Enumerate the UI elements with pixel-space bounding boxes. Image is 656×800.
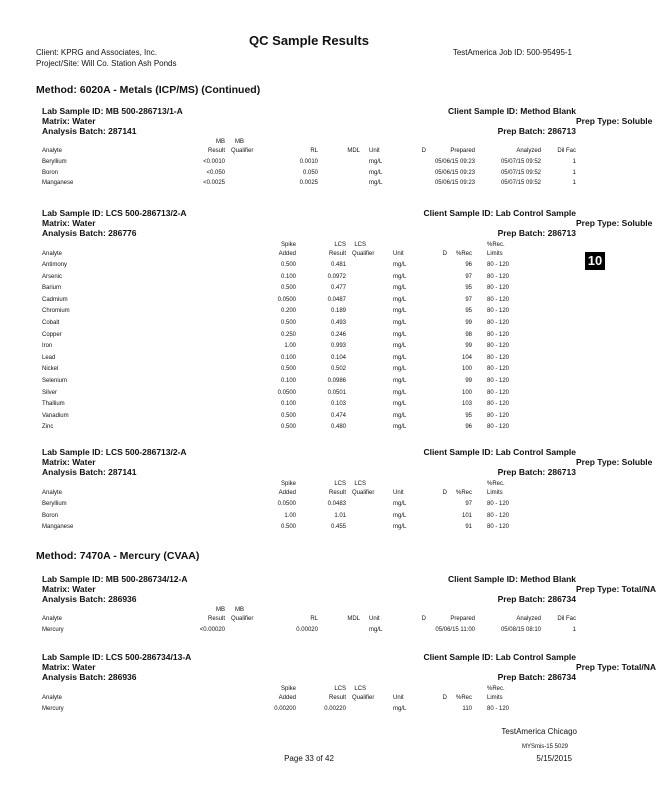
column-header-top: MB xyxy=(216,139,225,145)
table-cell: 0.500 xyxy=(280,524,296,531)
table-cell: 0.500 xyxy=(280,412,296,419)
matrix-label: Matrix: Water xyxy=(42,116,96,126)
lab-sample-id: Lab Sample ID: LCS 500-286713/2-A xyxy=(42,447,187,457)
table-cell: 80 - 120 xyxy=(487,331,510,338)
footer-code: MYSmis-15 5029 xyxy=(521,744,568,750)
table-cell: 103 xyxy=(461,401,472,408)
table-cell: 0.993 xyxy=(330,343,346,350)
column-header: Unit xyxy=(393,251,404,257)
analyte-name: Zinc xyxy=(42,424,54,431)
analyte-name: Silver xyxy=(42,389,58,396)
page-title: QC Sample Results xyxy=(249,33,369,48)
table-cell: 0.500 xyxy=(280,424,296,431)
table-cell: 91 xyxy=(465,524,472,531)
column-header: D xyxy=(421,148,426,154)
table-cell: 1.00 xyxy=(284,343,296,350)
table-cell: 0.500 xyxy=(280,262,296,268)
table-cell: 101 xyxy=(461,512,472,519)
prep-batch: Prep Batch: 286713 xyxy=(497,467,576,477)
column-header: Limits xyxy=(487,695,503,701)
column-header: Analyte xyxy=(42,695,63,701)
column-header: MDL xyxy=(347,148,360,154)
table-cell: 0.0500 xyxy=(277,501,296,507)
table-cell: 1.00 xyxy=(284,512,296,519)
analyte-name: Copper xyxy=(42,331,62,338)
table-cell: 99 xyxy=(465,378,472,384)
column-header: RL xyxy=(310,148,318,154)
column-header: Qualifier xyxy=(352,251,375,257)
prep-batch: Prep Batch: 286734 xyxy=(497,672,576,682)
table-cell: mg/L xyxy=(393,412,407,419)
table-cell: 0.474 xyxy=(330,412,346,419)
table-cell: 80 - 120 xyxy=(487,366,510,373)
analyte-name: Antimony xyxy=(42,262,68,268)
table-cell: 1 xyxy=(572,159,576,165)
table-cell: 100 xyxy=(461,389,472,396)
table-cell: <0.050 xyxy=(206,169,225,176)
prep-type: Prep Type: Soluble xyxy=(576,116,653,126)
section-tab: 10 xyxy=(585,252,605,270)
table-cell: 99 xyxy=(465,343,472,350)
client-sample-id: Client Sample ID: Lab Control Sample xyxy=(423,208,576,218)
table-cell: mg/L xyxy=(393,285,407,292)
table-cell: 80 - 120 xyxy=(487,308,510,315)
analyte-name: Cadmium xyxy=(42,296,68,303)
table-cell: 0.502 xyxy=(330,366,346,373)
table-cell: 0.500 xyxy=(280,320,296,326)
column-header-top: %Rec. xyxy=(487,242,505,248)
table-cell: 05/06/15 09:23 xyxy=(434,159,475,165)
column-header: Unit xyxy=(369,616,380,622)
column-header: Analyte xyxy=(42,148,63,154)
table-cell: mg/L xyxy=(393,296,407,303)
analyte-name: Boron xyxy=(42,169,59,176)
table-cell: 0.500 xyxy=(280,285,296,292)
client-sample-id: Client Sample ID: Method Blank xyxy=(448,574,576,584)
footer-date: 5/15/2015 xyxy=(536,754,572,763)
column-header: MDL xyxy=(347,616,360,622)
matrix-label: Matrix: Water xyxy=(42,457,96,467)
column-header-top: LCS xyxy=(334,686,346,692)
table-cell: 1 xyxy=(572,627,576,633)
table-cell: 98 xyxy=(465,331,472,338)
client-sample-id: Client Sample ID: Method Blank xyxy=(448,106,576,116)
client-name: Client: KPRG and Associates, Inc. xyxy=(36,48,157,57)
column-header: D xyxy=(421,616,426,622)
table-cell: 0.0487 xyxy=(327,296,346,303)
table-cell: 80 - 120 xyxy=(487,343,510,350)
column-header-top: LCS xyxy=(354,686,366,692)
column-header: Prepared xyxy=(450,616,475,622)
table-cell: 0.500 xyxy=(280,366,296,373)
table-cell: 80 - 120 xyxy=(487,389,510,396)
matrix-label: Matrix: Water xyxy=(42,584,96,594)
table-cell: 80 - 120 xyxy=(487,262,510,268)
table-cell: 80 - 120 xyxy=(487,524,510,531)
column-header: Result xyxy=(328,251,346,257)
table-cell: mg/L xyxy=(393,320,407,326)
column-header: %Rec xyxy=(455,251,472,257)
analysis-batch: Analysis Batch: 286936 xyxy=(42,594,137,604)
table-cell: 05/06/15 09:23 xyxy=(434,169,475,176)
table-cell: 0.100 xyxy=(280,273,296,280)
analyte-name: Selenium xyxy=(42,378,68,384)
table-cell: 0.100 xyxy=(280,354,296,361)
analyte-name: Beryllium xyxy=(42,501,67,507)
table-cell: 05/07/15 09:52 xyxy=(500,159,541,165)
table-cell: mg/L xyxy=(393,424,407,431)
prep-type: Prep Type: Total/NA xyxy=(576,584,656,594)
table-cell: 0.00020 xyxy=(296,627,318,633)
column-header: Added xyxy=(278,251,296,257)
analyte-name: Boron xyxy=(42,512,59,519)
table-cell: mg/L xyxy=(393,308,407,315)
table-cell: 80 - 120 xyxy=(487,378,510,384)
column-header: Added xyxy=(278,490,296,496)
column-header-top: MB xyxy=(235,607,244,613)
analyte-name: Cobalt xyxy=(42,320,60,326)
analyte-name: Beryllium xyxy=(42,159,67,165)
table-cell: mg/L xyxy=(393,378,407,384)
table-cell: 80 - 120 xyxy=(487,285,510,292)
table-cell: mg/L xyxy=(393,273,407,280)
table-cell: 0.480 xyxy=(330,424,346,431)
analyte-name: Mercury xyxy=(42,706,64,712)
matrix-label: Matrix: Water xyxy=(42,218,96,228)
column-header: Analyte xyxy=(42,616,63,622)
footer-company: TestAmerica Chicago xyxy=(501,727,577,736)
table-cell: 95 xyxy=(465,412,472,419)
table-cell: 05/07/15 09:52 xyxy=(500,169,541,176)
column-header-top: MB xyxy=(216,607,225,613)
column-header: Unit xyxy=(393,695,404,701)
table-cell: 0.050 xyxy=(302,169,318,176)
table-cell: 05/08/15 08:10 xyxy=(500,627,541,633)
analyte-name: Manganese xyxy=(42,180,74,186)
table-cell: mg/L xyxy=(393,354,407,361)
column-header: Dil Fac xyxy=(557,148,576,154)
column-header-top: LCS xyxy=(354,481,366,487)
table-cell: mg/L xyxy=(393,524,407,531)
column-header: Unit xyxy=(369,148,380,154)
table-cell: 80 - 120 xyxy=(487,501,510,507)
table-cell: 0.455 xyxy=(330,524,346,531)
table-cell: 80 - 120 xyxy=(487,412,510,419)
table-cell: mg/L xyxy=(393,512,407,519)
table-cell: mg/L xyxy=(369,627,383,633)
table-cell: 97 xyxy=(465,296,472,303)
table-cell: 0.0972 xyxy=(327,273,346,280)
page-number: Page 33 of 42 xyxy=(284,754,334,763)
column-header: Qualifier xyxy=(352,695,375,701)
table-cell: 0.0501 xyxy=(327,389,346,396)
analysis-batch: Analysis Batch: 286776 xyxy=(42,228,137,238)
project-site: Project/Site: Will Co. Station Ash Ponds xyxy=(36,59,177,68)
lab-sample-id: Lab Sample ID: LCS 500-286713/2-A xyxy=(42,208,187,218)
table-cell: mg/L xyxy=(393,389,407,396)
table-cell: mg/L xyxy=(393,366,407,373)
table-cell: 0.200 xyxy=(280,308,296,315)
table-cell: 0.0500 xyxy=(277,389,296,396)
table-cell: 80 - 120 xyxy=(487,424,510,431)
column-header: Result xyxy=(207,148,225,154)
column-header: Analyzed xyxy=(516,148,541,154)
table-cell: <0.00020 xyxy=(199,627,225,633)
table-cell: 05/06/15 09:23 xyxy=(434,180,475,186)
client-sample-id: Client Sample ID: Lab Control Sample xyxy=(423,447,576,457)
table-cell: 97 xyxy=(465,273,472,280)
matrix-label: Matrix: Water xyxy=(42,662,96,672)
analysis-batch: Analysis Batch: 286936 xyxy=(42,672,137,682)
prep-type: Prep Type: Total/NA xyxy=(576,662,656,672)
table-cell: 96 xyxy=(465,262,472,268)
table-cell: 0.00200 xyxy=(274,706,296,712)
table-cell: mg/L xyxy=(369,159,383,165)
analyte-name: Barium xyxy=(42,285,62,292)
table-cell: mg/L xyxy=(393,262,407,268)
analyte-name: Iron xyxy=(42,343,53,350)
column-header-top: LCS xyxy=(334,481,346,487)
table-cell: 0.100 xyxy=(280,378,296,384)
table-cell: mg/L xyxy=(369,169,383,176)
column-header: Result xyxy=(207,616,225,622)
prep-batch: Prep Batch: 286734 xyxy=(497,594,576,604)
job-id: TestAmerica Job ID: 500-95495-1 xyxy=(452,48,572,57)
lab-sample-id: Lab Sample ID: LCS 500-286734/13-A xyxy=(42,652,192,662)
column-header: Qualifier xyxy=(352,490,375,496)
table-cell: 0.493 xyxy=(330,320,346,326)
table-cell: mg/L xyxy=(393,331,407,338)
table-cell: mg/L xyxy=(393,401,407,408)
table-cell: 0.246 xyxy=(330,331,346,338)
table-cell: 0.103 xyxy=(330,401,346,408)
prep-batch: Prep Batch: 286713 xyxy=(497,228,576,238)
analyte-name: Nickel xyxy=(42,366,59,373)
table-cell: 80 - 120 xyxy=(487,706,510,712)
column-header: Added xyxy=(278,695,296,701)
analyte-name: Arsenic xyxy=(42,273,63,280)
table-cell: 1 xyxy=(572,169,576,176)
column-header: Dil Fac xyxy=(557,616,576,622)
method-6020a-heading: Method: 6020A - Metals (ICP/MS) (Continued) xyxy=(36,84,261,96)
table-cell: 80 - 120 xyxy=(487,401,510,408)
lab-sample-id: Lab Sample ID: MB 500-286734/12-A xyxy=(42,574,188,584)
table-cell: 0.104 xyxy=(330,354,346,361)
table-cell: 0.250 xyxy=(280,331,296,338)
table-cell: 0.00220 xyxy=(324,706,346,712)
table-cell: 80 - 120 xyxy=(487,296,510,303)
column-header-top: MB xyxy=(235,139,244,145)
table-cell: mg/L xyxy=(393,706,407,712)
table-cell: 97 xyxy=(465,501,472,507)
table-cell: 80 - 120 xyxy=(487,354,510,361)
column-header: Limits xyxy=(487,251,503,257)
column-header: %Rec xyxy=(455,695,472,701)
analyte-name: Mercury xyxy=(42,627,64,633)
analysis-batch: Analysis Batch: 287141 xyxy=(42,467,137,477)
column-header: Analyte xyxy=(42,251,63,257)
column-header: D xyxy=(442,490,447,496)
table-cell: 96 xyxy=(465,424,472,431)
table-cell: 95 xyxy=(465,308,472,315)
table-cell: 80 - 120 xyxy=(487,273,510,280)
column-header: D xyxy=(442,695,447,701)
analyte-name: Thallium xyxy=(42,401,65,408)
table-cell: mg/L xyxy=(369,180,383,186)
column-header: Result xyxy=(328,490,346,496)
analyte-name: Chromium xyxy=(42,308,70,315)
lab-sample-id: Lab Sample ID: MB 500-286713/1-A xyxy=(42,106,183,116)
column-header-top: LCS xyxy=(354,242,366,248)
column-header-top: %Rec. xyxy=(487,686,505,692)
column-header: RL xyxy=(310,616,318,622)
table-cell: 0.100 xyxy=(280,401,296,408)
prep-type: Prep Type: Soluble xyxy=(576,218,653,228)
column-header-top: %Rec. xyxy=(487,481,505,487)
column-header-top: Spike xyxy=(280,686,296,692)
column-header: Qualifier xyxy=(231,616,254,622)
prep-type: Prep Type: Soluble xyxy=(576,457,653,467)
table-cell: mg/L xyxy=(393,343,407,350)
prep-batch: Prep Batch: 286713 xyxy=(497,126,576,136)
column-header: Unit xyxy=(393,490,404,496)
column-header: Qualifier xyxy=(231,148,254,154)
table-cell: <0.0010 xyxy=(203,159,225,165)
table-cell: 1 xyxy=(572,180,576,186)
table-cell: 100 xyxy=(461,366,472,373)
column-header-top: Spike xyxy=(280,481,296,487)
method-7470a-heading: Method: 7470A - Mercury (CVAA) xyxy=(36,550,200,562)
analyte-name: Lead xyxy=(42,354,56,361)
table-cell: 0.477 xyxy=(330,285,346,292)
table-cell: 0.0986 xyxy=(327,378,346,384)
table-cell: <0.0025 xyxy=(203,180,225,186)
analyte-name: Manganese xyxy=(42,524,74,531)
table-cell: 0.189 xyxy=(330,308,346,315)
column-header: Analyte xyxy=(42,490,63,496)
client-sample-id: Client Sample ID: Lab Control Sample xyxy=(423,652,576,662)
column-header: Limits xyxy=(487,490,503,496)
column-header: Result xyxy=(328,695,346,701)
table-cell: 0.0483 xyxy=(327,501,346,507)
table-cell: 05/06/15 11:00 xyxy=(435,627,475,633)
table-cell: 80 - 120 xyxy=(487,320,510,326)
column-header-top: LCS xyxy=(334,242,346,248)
column-header: Analyzed xyxy=(516,616,541,622)
analysis-batch: Analysis Batch: 287141 xyxy=(42,126,137,136)
column-header: D xyxy=(442,251,447,257)
column-header-top: Spike xyxy=(280,242,296,248)
analyte-name: Vanadium xyxy=(42,412,69,419)
column-header: %Rec xyxy=(455,490,472,496)
table-cell: mg/L xyxy=(393,501,407,507)
table-cell: 110 xyxy=(462,706,472,712)
table-cell: 95 xyxy=(465,285,472,292)
table-cell: 0.0500 xyxy=(277,296,296,303)
table-cell: 99 xyxy=(465,320,472,326)
table-cell: 104 xyxy=(461,354,472,361)
table-cell: 0.0010 xyxy=(299,159,318,165)
table-cell: 80 - 120 xyxy=(487,512,510,519)
table-cell: 0.481 xyxy=(330,262,346,268)
table-cell: 1.01 xyxy=(334,512,346,519)
table-cell: 0.0025 xyxy=(299,180,318,186)
column-header: Prepared xyxy=(450,148,475,154)
table-cell: 05/07/15 09:52 xyxy=(500,180,541,186)
